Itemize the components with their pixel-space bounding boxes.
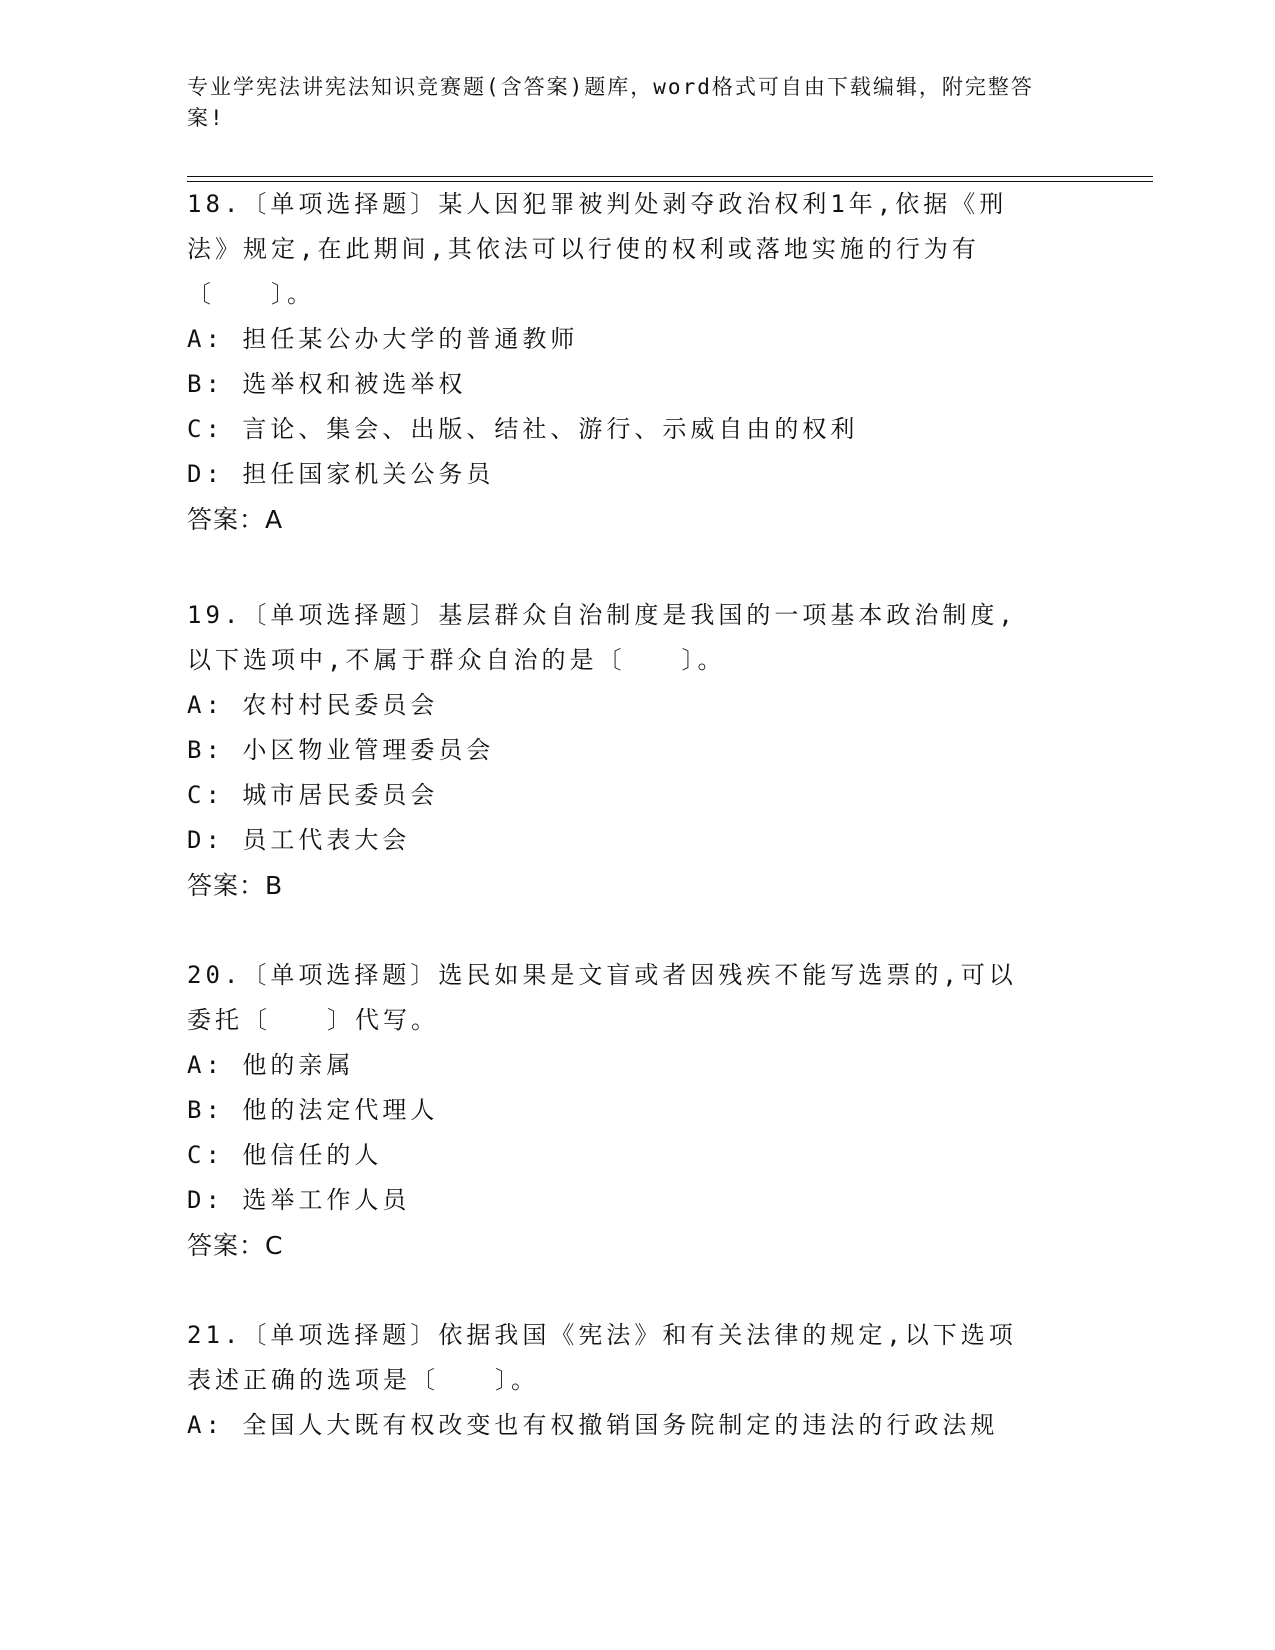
question-19 xyxy=(187,593,1087,908)
option-c xyxy=(187,773,1087,818)
option-b xyxy=(187,1088,1087,1133)
option-label: A: xyxy=(187,1411,224,1439)
question-21 xyxy=(187,1313,1087,1448)
option-c xyxy=(187,1133,1087,1178)
option-text: 农村村民委员会 xyxy=(242,691,439,719)
answer-line: 答案：B xyxy=(187,871,284,900)
option-label: D: xyxy=(187,826,224,854)
header-rule-top xyxy=(187,176,1153,177)
question-stem: 19.〔单项选择题〕基层群众自治制度是我国的一项基本政治制度,以下选项中,不属于群众自治的是〔 〕。 xyxy=(187,601,1017,674)
question-stem: 20.〔单项选择题〕选民如果是文盲或者因残疾不能写选票的,可以委托〔 〕代写。 xyxy=(187,961,1017,1034)
option-text: 小区物业管理委员会 xyxy=(242,736,495,764)
option-label: B: xyxy=(187,736,224,764)
option-d xyxy=(187,452,1087,497)
option-a xyxy=(187,1043,1087,1088)
option-label: C: xyxy=(187,415,224,443)
option-c xyxy=(187,407,1087,452)
answer-line: 答案：A xyxy=(187,505,284,534)
option-a xyxy=(187,317,1087,362)
option-text: 选举权和被选举权 xyxy=(242,370,467,398)
option-a xyxy=(187,1403,1087,1448)
option-text: 他信任的人 xyxy=(242,1141,383,1169)
option-label: B: xyxy=(187,1096,224,1124)
answer-line: 答案：C xyxy=(187,1231,284,1260)
option-b xyxy=(187,728,1087,773)
option-text: 言论、集会、出版、结社、游行、示威自由的权利 xyxy=(242,415,859,443)
option-text: 选举工作人员 xyxy=(242,1186,411,1214)
option-text: 他的法定代理人 xyxy=(242,1096,439,1124)
question-18 xyxy=(187,182,1087,542)
option-text: 员工代表大会 xyxy=(242,826,411,854)
question-stem: 18.〔单项选择题〕某人因犯罪被判处剥夺政治权利1年,依据《刑法》规定,在此期间,其依法可以行使的权利或落地实施的行为有〔 〕。 xyxy=(187,190,1008,308)
option-label: C: xyxy=(187,1141,224,1169)
option-text: 全国人大既有权改变也有权撤销国务院制定的违法的行政法规 xyxy=(242,1411,999,1439)
option-label: A: xyxy=(187,325,224,353)
option-text: 他的亲属 xyxy=(242,1051,355,1079)
option-text: 担任某公办大学的普通教师 xyxy=(242,325,579,353)
option-label: D: xyxy=(187,460,224,488)
question-stem: 21.〔单项选择题〕依据我国《宪法》和有关法律的规定,以下选项表述正确的选项是〔 〕。 xyxy=(187,1321,1017,1394)
option-text: 城市居民委员会 xyxy=(242,781,439,809)
option-d xyxy=(187,818,1087,863)
option-label: B: xyxy=(187,370,224,398)
option-b xyxy=(187,362,1087,407)
document-header: 专业学宪法讲宪法知识竞赛题(含答案)题库，word格式可自由下载编辑，附完整答案! xyxy=(187,75,1034,130)
option-a xyxy=(187,683,1087,728)
option-label: D: xyxy=(187,1186,224,1214)
question-20 xyxy=(187,953,1087,1268)
option-label: A: xyxy=(187,691,224,719)
option-label: A: xyxy=(187,1051,224,1079)
option-label: C: xyxy=(187,781,224,809)
option-text: 担任国家机关公务员 xyxy=(242,460,495,488)
option-d xyxy=(187,1178,1087,1223)
